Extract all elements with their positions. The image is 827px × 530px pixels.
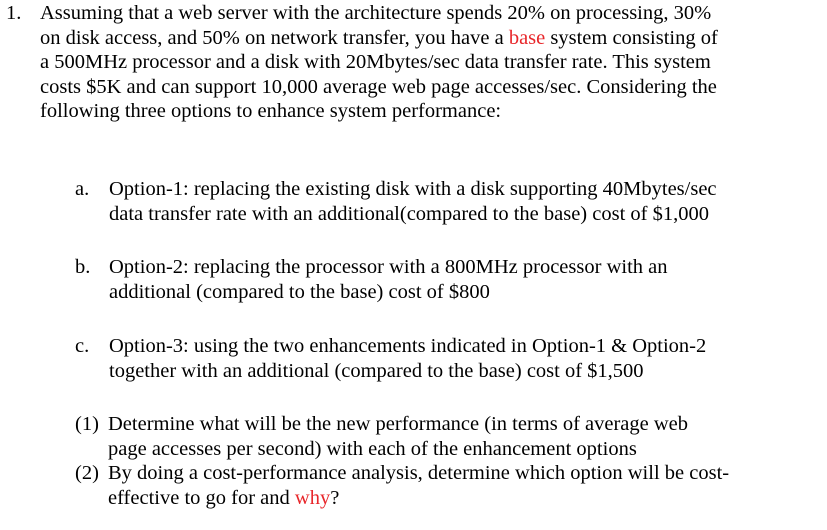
problem-line-2	[40, 26, 821, 51]
problem-text-segment: system consisting of	[545, 26, 718, 49]
problem-text-segment: a 500MHz processor and a disk with 20Mbytes/sec data transfer rate. This system	[40, 51, 711, 73]
problem-line-4	[40, 75, 821, 100]
problem-text-segment: costs $5K and can support 10,000 average web page accesses/sec. Considering the	[40, 75, 717, 98]
highlighted-term: base	[508, 26, 546, 49]
option-c-text	[109, 334, 815, 383]
problem-statement	[40, 1, 821, 124]
question-2	[75, 461, 820, 510]
option-a	[75, 177, 815, 226]
option-a-letter: a.	[75, 178, 90, 200]
option-a-line-2: data transfer rate with an additional(compared to the base) cost of $1,000	[109, 202, 709, 225]
question-2-line-2-main: effective to go for and	[108, 486, 295, 509]
option-a-line-1: Option-1: replacing the existing disk with a disk supporting 40Mbytes/sec	[109, 178, 717, 200]
problem-number: 1.	[6, 2, 22, 24]
question-1	[75, 412, 820, 461]
question-2-number: (2)	[75, 462, 99, 484]
option-c-line-1: Option-3: using the two enhancements indicated in Option-1 & Option-2	[109, 335, 707, 357]
option-b-line-1: Option-2: replacing the processor with a 800MHz processor with an	[109, 256, 668, 278]
question-2-line-1: By doing a cost-performance analysis, determine which option will be cost-	[108, 462, 730, 484]
option-a-text	[109, 177, 815, 226]
question-1-line-1: Determine what will be the new performance (in terms of average web	[108, 413, 689, 435]
option-c-line-2: together with an additional (compared to the base) cost of $1,500	[109, 359, 644, 382]
problem-text-segment: Assuming that a web server with the architecture spends 20% on processing, 30%	[40, 2, 712, 24]
option-b-text	[109, 255, 815, 304]
question-2-line-2	[108, 486, 820, 511]
problem-text-segment: on disk access, and 50% on network transfer, you have a	[40, 26, 509, 49]
problem-line-1	[40, 1, 821, 26]
why-emphasis: why	[294, 486, 331, 509]
question-2-line-2-end: ?	[330, 486, 340, 509]
question-2-text	[108, 461, 820, 510]
option-b-letter: b.	[75, 256, 91, 278]
option-b-line-2: additional (compared to the base) cost of $800	[109, 280, 490, 303]
problem-text-segment: following three options to enhance system performance:	[40, 100, 502, 122]
question-1-number: (1)	[75, 413, 99, 435]
problem-line-3	[40, 50, 821, 75]
problem-1	[6, 1, 821, 124]
option-c-letter: c.	[75, 335, 90, 357]
problem-line-5	[40, 99, 821, 124]
option-b	[75, 255, 815, 304]
question-1-line-2: page accesses per second) with each of the enhancement options	[108, 437, 637, 460]
option-c	[75, 334, 815, 383]
question-1-text	[108, 412, 820, 461]
